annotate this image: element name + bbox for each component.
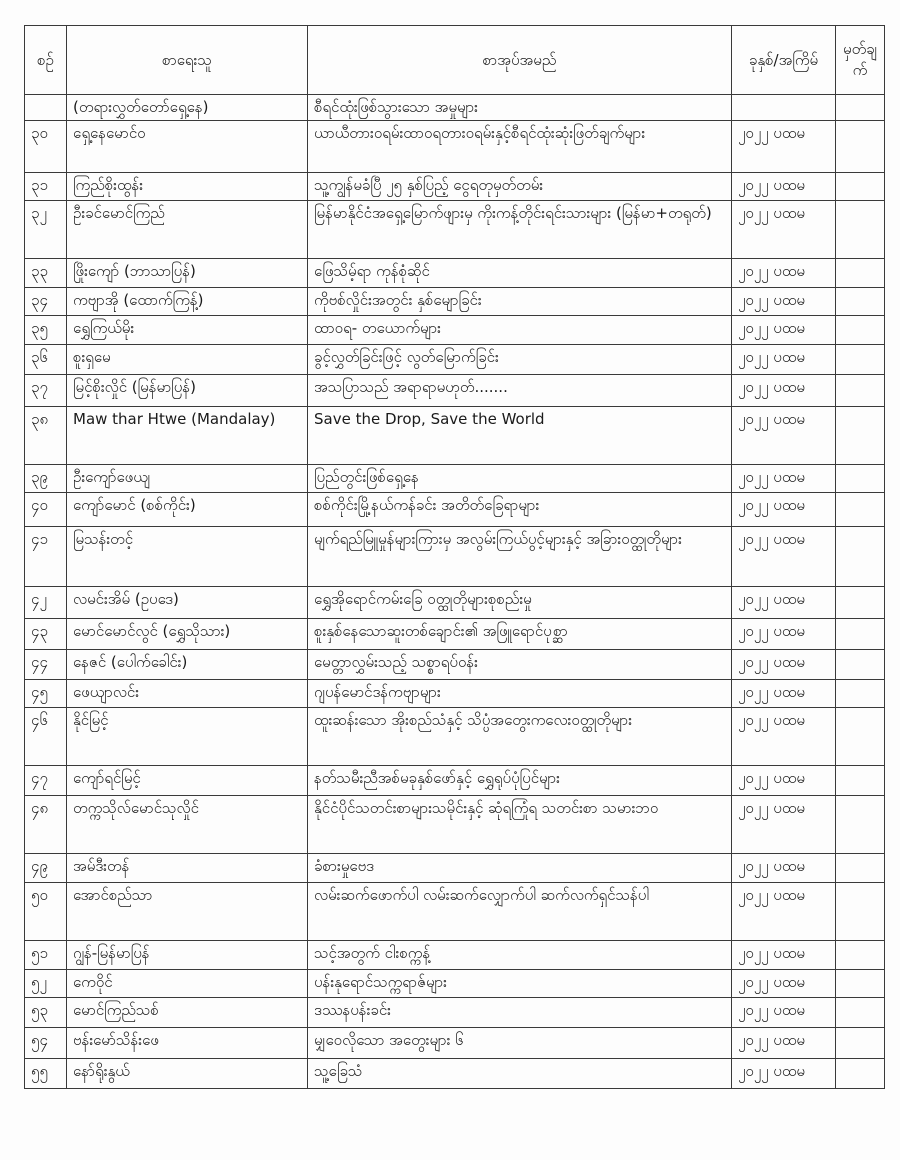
- row-number: ၄၈: [25, 796, 67, 854]
- row-remark: [836, 1028, 885, 1059]
- table-row: [25, 708, 885, 766]
- row-number: ၅၁: [25, 941, 67, 970]
- row-book-title: စီရင်ထုံးဖြစ်သွားသော အမှုများ: [308, 95, 732, 121]
- row-year-edition: ၂၀၂၂ ပထမ: [732, 854, 836, 883]
- header-author: စာရေးသူ: [67, 26, 308, 95]
- table-row: [25, 619, 885, 650]
- row-remark: [836, 766, 885, 796]
- row-remark: [836, 288, 885, 316]
- row-remark: [836, 941, 885, 970]
- row-author: ရွှေကြယ်မိုး: [67, 316, 308, 345]
- header-no: စဉ်: [25, 26, 67, 95]
- row-remark: [836, 619, 885, 650]
- row-author: မောင်မောင်လွင် (ရွှေသိုသား): [67, 619, 308, 650]
- row-author: ကြည်စိုးထွန်း: [67, 173, 308, 201]
- row-remark: [836, 970, 885, 998]
- row-year-edition: ၂၀၂၂ ပထမ: [732, 796, 836, 854]
- row-number: ၃၈: [25, 407, 67, 465]
- row-year-edition: ၂၀၂၂ ပထမ: [732, 493, 836, 527]
- row-year-edition: ၂၀၂၂ ပထမ: [732, 259, 836, 288]
- row-author: (တရားလွှတ်တော်ရှေ့နေ): [67, 95, 308, 121]
- row-author: နိုင်မြင့်: [67, 708, 308, 766]
- row-number: ၄၅: [25, 680, 67, 708]
- row-remark: [836, 680, 885, 708]
- row-year-edition: ၂၀၂၂ ပထမ: [732, 345, 836, 375]
- row-book-title: ကိုဗစ်လှိုင်းအတွင်း နှစ်မျောခြင်း: [308, 288, 732, 316]
- table-row: [25, 854, 885, 883]
- row-author: တက္ကသိုလ်မောင်သုလှိုင်: [67, 796, 308, 854]
- table-row: [25, 883, 885, 941]
- row-year-edition: ၂၀၂၂ ပထမ: [732, 680, 836, 708]
- row-year-edition: ၂၀၂၂ ပထမ: [732, 998, 836, 1028]
- row-book-title: ယာယီတားဝရမ်းထာဝရတားဝရမ်းနှင့်စီရင်ထုံးဆုံးဖြတ်ချက်များ: [308, 121, 732, 173]
- row-year-edition: ၂၀၂၂ ပထမ: [732, 619, 836, 650]
- row-remark: [836, 173, 885, 201]
- row-book-title: စစ်ကိုင်းမြို့နယ်ကန်ခင်း အတိတ်ခြေရာများ: [308, 493, 732, 527]
- row-author: Maw thar Htwe (Mandalay): [67, 407, 308, 465]
- row-author: ကျော်မောင် (စစ်ကိုင်း): [67, 493, 308, 527]
- row-book-title: ရွှေအိုရောင်ကမ်းခြေ ဝတ္ထုတိုများစုစည်းမှု: [308, 587, 732, 619]
- row-book-title: လမ်းဆက်ဖောက်ပါ လမ်းဆက်လျှောက်ပါ ဆက်လက်ရှင်သန်ပါ: [308, 883, 732, 941]
- row-remark: [836, 1059, 885, 1089]
- row-year-edition: ၂၀၂၂ ပထမ: [732, 1059, 836, 1089]
- row-author: မောင်ကြည်သစ်: [67, 998, 308, 1028]
- row-book-title: နိုင်ငံပိုင်သတင်းစာများသမိုင်းနှင့် ဆုံရကြုံရ သတင်းစာ သမားဘဝ: [308, 796, 732, 854]
- table-row: [25, 345, 885, 375]
- row-book-title: သင့်အတွက် ငါးစက္ကန့်: [308, 941, 732, 970]
- table-row: [25, 201, 885, 259]
- table-row: [25, 288, 885, 316]
- table-row: [25, 650, 885, 680]
- table-row: [25, 121, 885, 173]
- row-number: ၅၃: [25, 998, 67, 1028]
- row-book-title: ထာဝရ- တယောက်များ: [308, 316, 732, 345]
- row-remark: [836, 95, 885, 121]
- row-author: အမ်ဒီးတန်: [67, 854, 308, 883]
- row-remark: [836, 587, 885, 619]
- row-year-edition: ၂၀၂၂ ပထမ: [732, 587, 836, 619]
- row-number: ၃၁: [25, 173, 67, 201]
- row-book-title: ဂျပန်မောင်ဒန်ကဗျာများ: [308, 680, 732, 708]
- table-row: [25, 1028, 885, 1059]
- row-year-edition: ၂၀၂၂ ပထမ: [732, 201, 836, 259]
- row-remark: [836, 527, 885, 587]
- row-year-edition: ၂၀၂၂ ပထမ: [732, 465, 836, 493]
- row-number: ၃၉: [25, 465, 67, 493]
- row-author: မြင့်စိုးလှိုင် (မြန်မာပြန်): [67, 375, 308, 407]
- row-book-title: မျက်ရည်မြူမှုန်များကြားမှ အလွမ်းကြယ်ပွင့်များနှင့် အခြားဝတ္ထုတိုများ: [308, 527, 732, 587]
- table-row: [25, 95, 885, 121]
- table-row: [25, 407, 885, 465]
- row-number: ၃၄: [25, 288, 67, 316]
- row-book-title: ထူးဆန်းသော အိုးစည်သံနှင့် သိပ္ပံအတွေးကလေးဝတ္ထုတိုများ: [308, 708, 732, 766]
- table-row: [25, 1059, 885, 1089]
- book-register-table: [24, 25, 885, 1089]
- row-author: ကေဝိုင်: [67, 970, 308, 998]
- row-book-title: Save the Drop, Save the World: [308, 407, 732, 465]
- row-number: ၃၃: [25, 259, 67, 288]
- row-author: ဖေယျာလင်း: [67, 680, 308, 708]
- row-number: ၃၀: [25, 121, 67, 173]
- header-year: ခုနှစ်/အကြိမ်: [732, 26, 836, 95]
- row-remark: [836, 708, 885, 766]
- row-author: ဗန်းမော်သိန်းဖေ: [67, 1028, 308, 1059]
- row-author: ကျော်ရင်မြင့်: [67, 766, 308, 796]
- row-author: နေဇင် (ပေါက်ခေါင်း): [67, 650, 308, 680]
- row-book-title: နတ်သမီးညီအစ်မခုနှစ်ဖော်နှင့် ရွှေရုပ်ပုံပြင်များ: [308, 766, 732, 796]
- row-author: မြသန်းတင့်: [67, 527, 308, 587]
- row-author: ဂျွန်-မြန်မာပြန်: [67, 941, 308, 970]
- row-author: အောင်စည်သာ: [67, 883, 308, 941]
- row-year-edition: ၂၀၂၂ ပထမ: [732, 173, 836, 201]
- row-remark: [836, 121, 885, 173]
- row-book-title: ဒဿနပန်းခင်း: [308, 998, 732, 1028]
- table-row: [25, 998, 885, 1028]
- row-number: ၄၇: [25, 766, 67, 796]
- row-number: ၄၉: [25, 854, 67, 883]
- row-remark: [836, 201, 885, 259]
- row-author: စူးရှမေ: [67, 345, 308, 375]
- row-number: ၄၁: [25, 527, 67, 587]
- table-row: [25, 465, 885, 493]
- row-book-title: ခံစားမှုဗေဒ: [308, 854, 732, 883]
- row-book-title: မေတ္တာလွှမ်းသည့် သစ္စာရပ်ဝန်း: [308, 650, 732, 680]
- row-year-edition: [732, 95, 836, 121]
- row-book-title: ဖြေသိမ့်ရာ ကုန်စုံဆိုင်: [308, 259, 732, 288]
- table-row: [25, 527, 885, 587]
- table-row: [25, 796, 885, 854]
- row-remark: [836, 375, 885, 407]
- row-year-edition: ၂၀၂၂ ပထမ: [732, 708, 836, 766]
- row-author: ကဗျာအို (ထောက်ကြန့်): [67, 288, 308, 316]
- row-year-edition: ၂၀၂၂ ပထမ: [732, 970, 836, 998]
- row-number: ၃၂: [25, 201, 67, 259]
- row-remark: [836, 465, 885, 493]
- row-remark: [836, 650, 885, 680]
- row-number: ၄၂: [25, 587, 67, 619]
- row-book-title: ခွင့်လွှတ်ခြင်းဖြင့် လွတ်မြောက်ခြင်း: [308, 345, 732, 375]
- row-number: ၅၀: [25, 883, 67, 941]
- row-year-edition: ၂၀၂၂ ပထမ: [732, 288, 836, 316]
- header-title: စာအုပ်အမည်: [308, 26, 732, 95]
- row-year-edition: ၂၀၂၂ ပထမ: [732, 941, 836, 970]
- row-year-edition: ၂၀၂၂ ပထမ: [732, 650, 836, 680]
- row-remark: [836, 259, 885, 288]
- row-number: ၃၇: [25, 375, 67, 407]
- row-year-edition: ၂၀၂၂ ပထမ: [732, 316, 836, 345]
- row-author: နော်ရိုးနွယ်: [67, 1059, 308, 1089]
- row-year-edition: ၂၀၂၂ ပထမ: [732, 375, 836, 407]
- table-row: [25, 493, 885, 527]
- row-number: ၄၄: [25, 650, 67, 680]
- row-remark: [836, 998, 885, 1028]
- row-book-title: သူ့ကျွန်မခံပြီ ၂၅ နှစ်ပြည့် ငွေရတုမှတ်တမ်း: [308, 173, 732, 201]
- table-row: [25, 316, 885, 345]
- row-author: ရှေ့နေမောင်ဝ: [67, 121, 308, 173]
- row-book-title: မျှဝေလိုသော အတွေးများ ၆: [308, 1028, 732, 1059]
- row-author: ဖြိုးကျော် (ဘာသာပြန်): [67, 259, 308, 288]
- row-remark: [836, 883, 885, 941]
- row-year-edition: ၂၀၂၂ ပထမ: [732, 407, 836, 465]
- row-remark: [836, 345, 885, 375]
- row-number: [25, 95, 67, 121]
- row-number: ၅၂: [25, 970, 67, 998]
- row-book-title: အသပြာသည် အရာရာမဟုတ်.......: [308, 375, 732, 407]
- table-row: [25, 766, 885, 796]
- row-book-title: ပြည်တွင်းဖြစ်ရှေ့နေ: [308, 465, 732, 493]
- row-book-title: ပန်းနုရောင်သက္ကရာဇ်များ: [308, 970, 732, 998]
- row-number: ၄၃: [25, 619, 67, 650]
- row-author: လမင်းအိမ် (ဥပဒေ): [67, 587, 308, 619]
- row-remark: [836, 796, 885, 854]
- table-row: [25, 173, 885, 201]
- row-remark: [836, 493, 885, 527]
- row-number: ၅၅: [25, 1059, 67, 1089]
- header-row: [25, 26, 885, 95]
- header-remark: မှတ်ချက်: [836, 26, 885, 95]
- row-remark: [836, 854, 885, 883]
- row-number: ၄၀: [25, 493, 67, 527]
- row-year-edition: ၂၀၂၂ ပထမ: [732, 527, 836, 587]
- row-author: ဦးခင်မောင်ကြည်: [67, 201, 308, 259]
- row-year-edition: ၂၀၂၂ ပထမ: [732, 121, 836, 173]
- row-remark: [836, 407, 885, 465]
- row-author: ဦးကျော်ဖေယျ: [67, 465, 308, 493]
- table-row: [25, 680, 885, 708]
- row-number: ၃၆: [25, 345, 67, 375]
- row-year-edition: ၂၀၂၂ ပထမ: [732, 1028, 836, 1059]
- row-number: ၅၄: [25, 1028, 67, 1059]
- table-row: [25, 941, 885, 970]
- table-row: [25, 375, 885, 407]
- table-body: [25, 95, 885, 1089]
- row-book-title: မြန်မာနိုင်ငံအရှေ့မြောက်ဖျားမှ ကိုးကန့်တိုင်းရင်းသားများ (မြန်မာ+တရုတ်): [308, 201, 732, 259]
- table-row: [25, 970, 885, 998]
- row-remark: [836, 316, 885, 345]
- row-year-edition: ၂၀၂၂ ပထမ: [732, 766, 836, 796]
- row-book-title: စူးနှစ်နေသောဆူးတစ်ချောင်း၏ အဖြူရောင်ပုစ္ဆာ: [308, 619, 732, 650]
- row-number: ၄၆: [25, 708, 67, 766]
- row-book-title: သူ့ခြေသံ: [308, 1059, 732, 1089]
- table-row: [25, 587, 885, 619]
- row-year-edition: ၂၀၂၂ ပထမ: [732, 883, 836, 941]
- table-row: [25, 259, 885, 288]
- row-number: ၃၅: [25, 316, 67, 345]
